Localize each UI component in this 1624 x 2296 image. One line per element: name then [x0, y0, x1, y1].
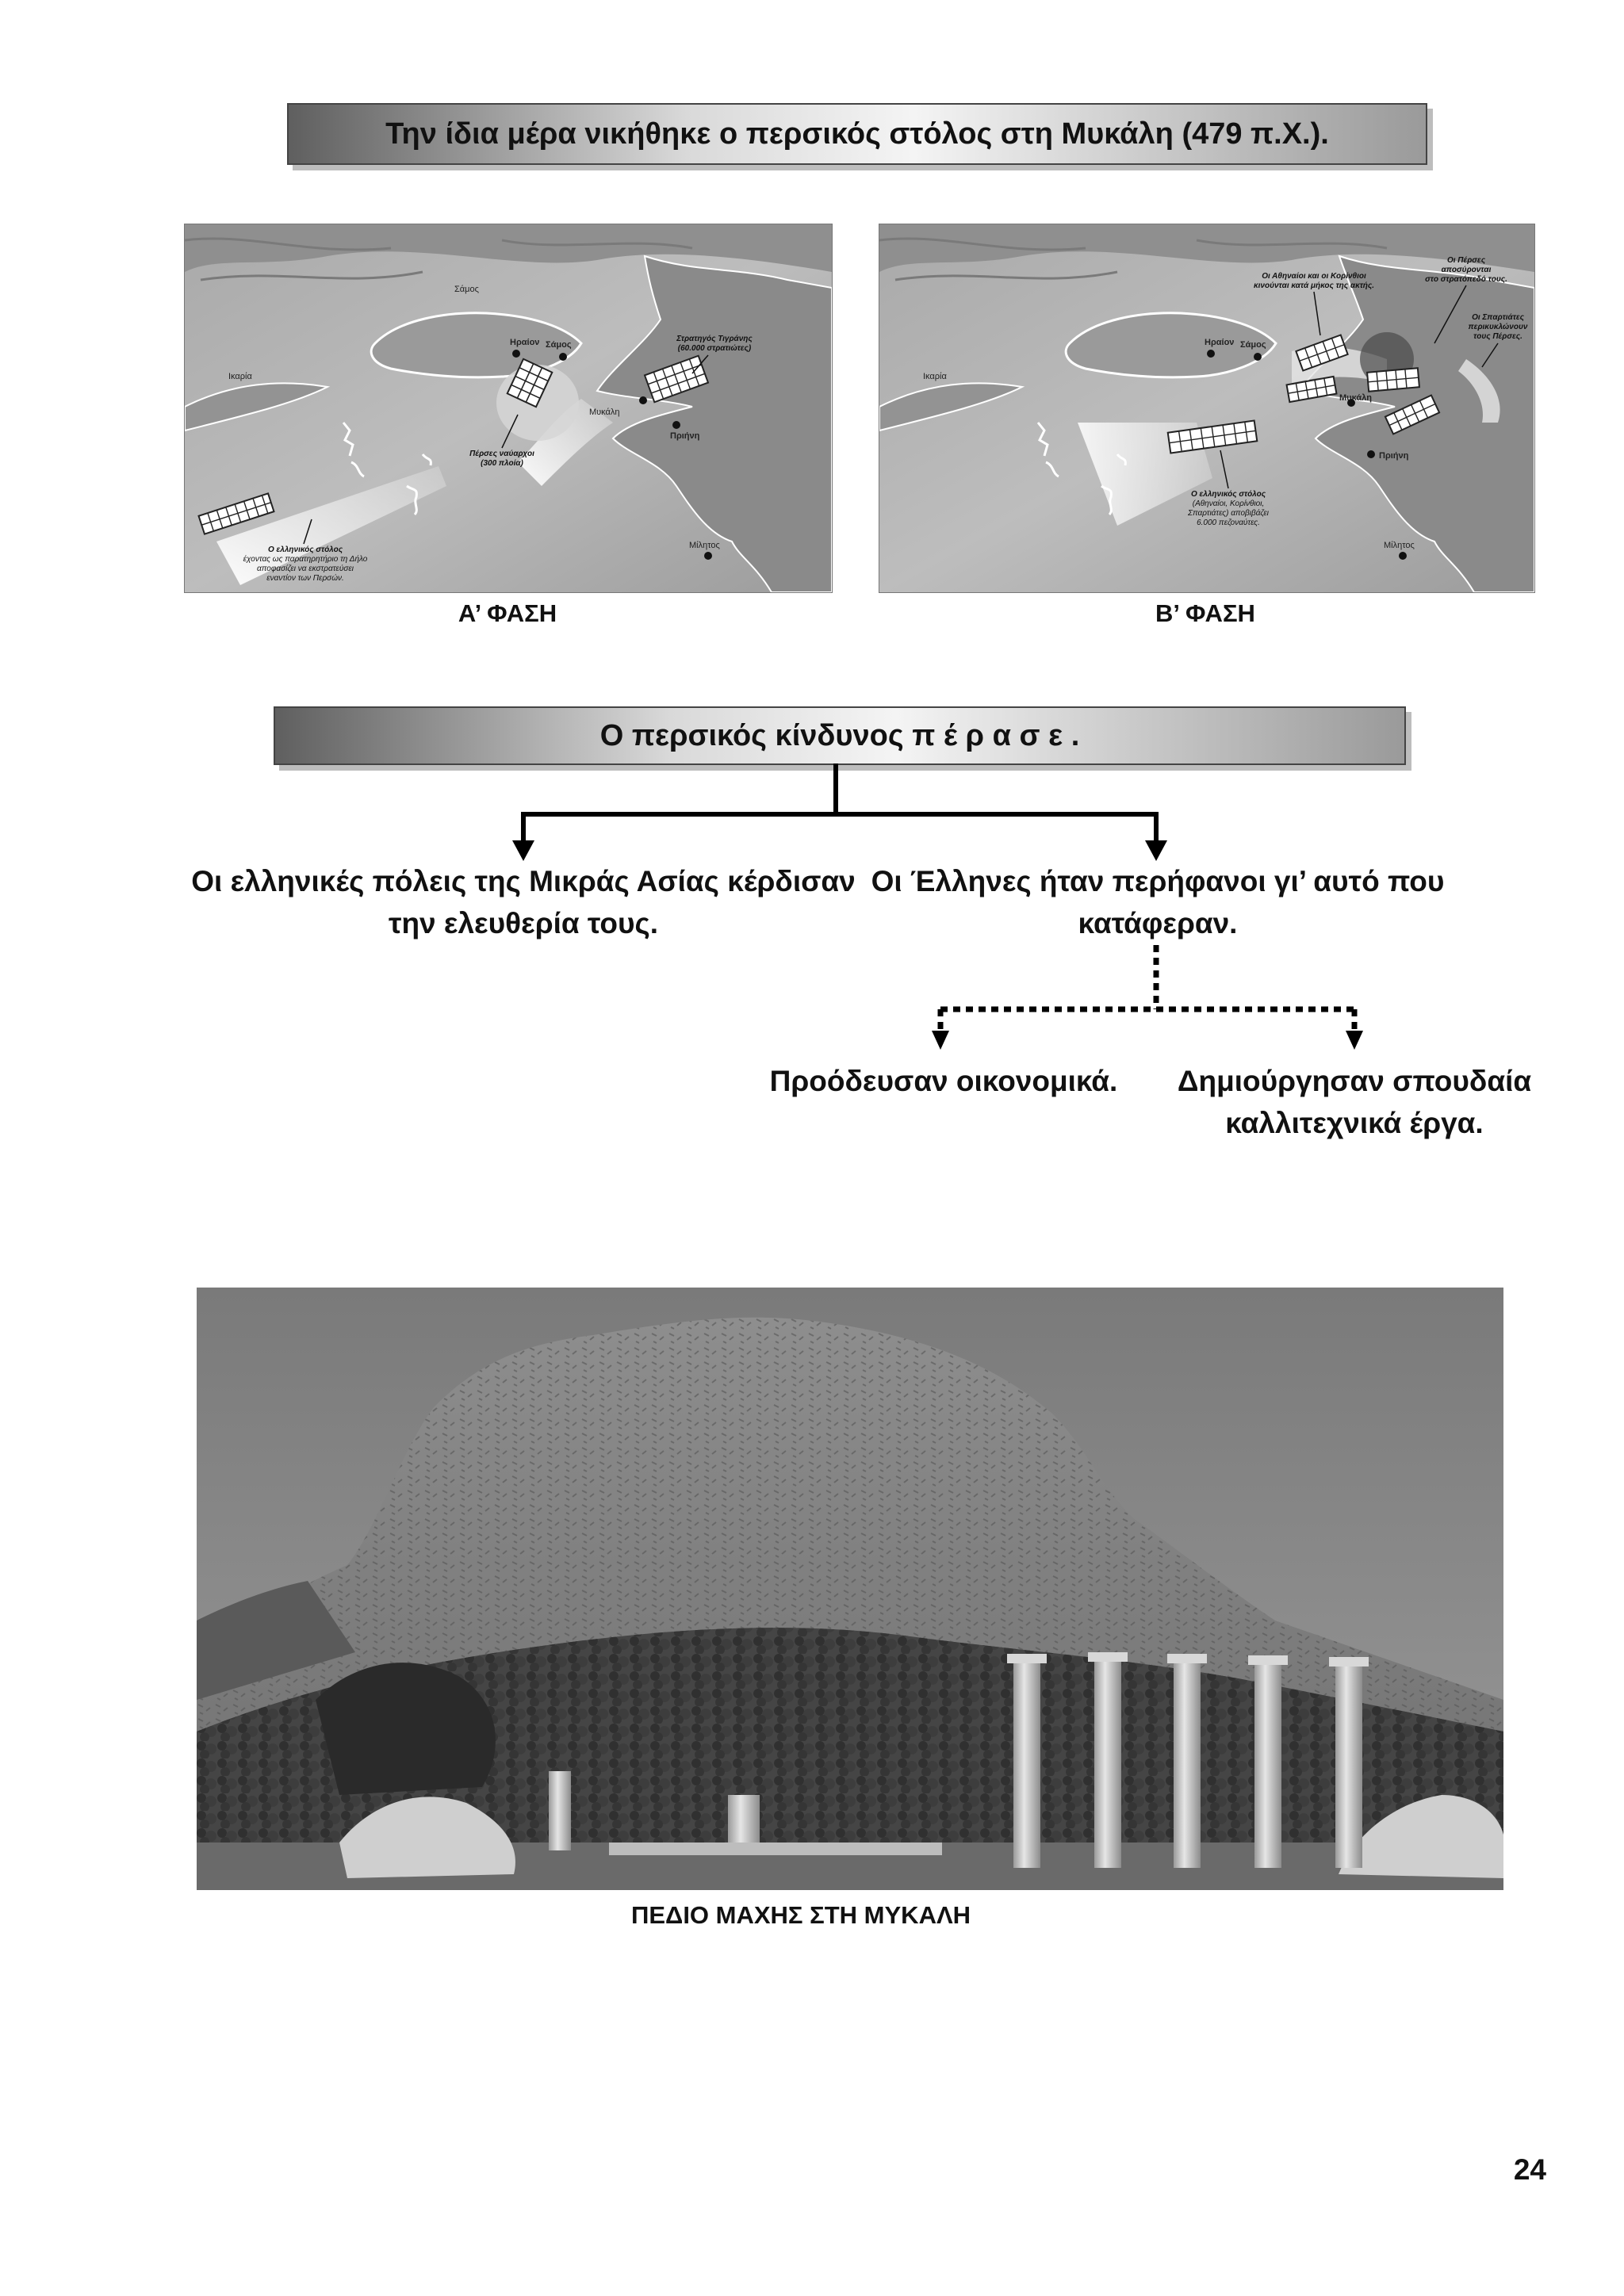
- danger-banner: [274, 706, 1406, 765]
- flow-sub-left-text: [745, 1061, 1142, 1103]
- map-phase-b: [879, 224, 1535, 593]
- flow-right-line2: κατάφεραν.: [1078, 906, 1238, 939]
- map-b-place-samos: Σάμος: [1240, 340, 1266, 350]
- map-b-caption: Β’ ΦΑΣΗ: [1155, 599, 1255, 627]
- map-a-note-greek-fleet-2: έχοντας ως παρατηρητήριο τη Δήλο: [243, 555, 368, 564]
- map-phase-b-graphic: [879, 224, 1534, 592]
- map-a-note-greek-fleet-3: αποφασίζει να εκστρατεύσει: [257, 564, 354, 573]
- map-b-note-greek-fleet-4: 6.000 πεζοναύτες.: [1197, 519, 1260, 527]
- flow-sub-right-line1: Δημιούργησαν σπουδαία: [1177, 1065, 1532, 1097]
- arrow-down-icon: [1346, 1031, 1363, 1050]
- map-a-note-greek-fleet-4: εναντίον των Περσών.: [266, 574, 344, 583]
- map-phase-a-graphic: [185, 224, 832, 592]
- map-b-note-persians-1: Οι Πέρσες: [1446, 256, 1486, 265]
- map-a-place-priini: Πριήνη: [670, 431, 700, 441]
- flow-sub-right-text: [1148, 1061, 1561, 1144]
- map-b-note-athenians-2: κινούνται κατά μήκος της ακτής.: [1253, 281, 1375, 290]
- map-a-place-mykali: Μυκάλη: [589, 408, 620, 417]
- map-phase-a: [184, 224, 833, 593]
- map-b-place-miletus: Μίλητος: [1384, 541, 1415, 550]
- arrow-down-icon: [512, 840, 534, 861]
- map-b-note-spartans-2: περικυκλώνουν: [1468, 323, 1528, 331]
- arrow-down-icon: [932, 1031, 949, 1050]
- flow-left-text: [159, 861, 888, 944]
- persian-camp-b: [1367, 368, 1419, 391]
- photo-caption: ΠΕΔΙΟ ΜΑΧΗΣ ΣΤΗ ΜΥΚΑΛΗ: [630, 1901, 971, 1929]
- arrow-down-icon: [1145, 840, 1167, 861]
- map-a-place-heraion: Ηραίον: [510, 338, 540, 347]
- flow-left-line1: Οι ελληνικές πόλεις της Μικράς Ασίας κέρδισαν: [191, 865, 856, 897]
- map-a-note-persian-ships-2: (300 πλοία): [481, 459, 523, 468]
- header-banner: [287, 103, 1427, 165]
- map-a-note-persian-ships-1: Πέρσες ναύαρχοι: [469, 450, 534, 458]
- map-b-note-persians-2: αποσύρονται: [1441, 266, 1492, 274]
- map-b-place-priini: Πριήνη: [1379, 451, 1409, 461]
- danger-banner-title: Ο περσικός κίνδυνος π έ ρ α σ ε .: [599, 718, 1080, 752]
- map-b-note-persians-3: στο στρατόπεδό τους.: [1425, 275, 1507, 284]
- page-number: 24: [1513, 2153, 1546, 2186]
- header-banner-title: Την ίδια μέρα νικήθηκε ο περσικός στόλος στη Μυκάλη (479 π.Χ.).: [385, 117, 1329, 151]
- map-a-note-greek-fleet-1: Ο ελληνικός στόλος: [267, 545, 343, 554]
- flow-right-text: [841, 861, 1475, 944]
- mykali-photo-graphic: [197, 1288, 1503, 1890]
- map-a-note-tigranes-1: Στρατηγός Τιγράνης: [676, 335, 753, 343]
- map-b-place-heraion: Ηραίον: [1205, 338, 1235, 347]
- map-b-note-spartans-1: Οι Σπαρτιάτες: [1472, 313, 1524, 322]
- map-b-note-spartans-3: τους Πέρσες.: [1473, 332, 1522, 341]
- dashed-connector: [932, 945, 1363, 1050]
- map-b-note-athenians-1: Οι Αθηναίοι και οι Κορίνθιοι: [1262, 272, 1366, 281]
- map-b-note-greek-fleet-1: Ο ελληνικός στόλος: [1190, 490, 1266, 499]
- flow-sub-right-line2: καλλιτεχνικά έργα.: [1225, 1106, 1484, 1139]
- map-a-place-samos: Σάμος: [546, 340, 572, 350]
- mykali-photo: [197, 1288, 1503, 1890]
- map-b-place-ikaria: Ικαρία: [923, 372, 947, 381]
- map-b-note-greek-fleet-2: (Αθηναίοι, Κορίνθιοι,: [1192, 499, 1265, 508]
- flow-sub-left-line: Προόδευσαν οικονομικά.: [769, 1065, 1118, 1097]
- solid-connector: [512, 763, 1167, 861]
- map-a-place-ikaria: Ικαρία: [228, 372, 252, 381]
- flow-right-line1: Οι Έλληνες ήταν περήφανοι γι’ αυτό που: [871, 865, 1445, 897]
- map-b-note-greek-fleet-3: Σπαρτιάτες) αποβιβάζει: [1187, 509, 1270, 518]
- map-a-note-tigranes-2: (60.000 στρατιώτες): [677, 344, 752, 353]
- map-a-place-samos-sea: Σάμος: [454, 285, 479, 294]
- map-b-place-mykali: Μυκάλη: [1339, 393, 1372, 403]
- flow-left-line2: την ελευθερία τους.: [388, 906, 659, 939]
- map-a-caption: Α’ ΦΑΣΗ: [458, 599, 557, 627]
- map-a-place-miletus: Μίλητος: [689, 541, 720, 550]
